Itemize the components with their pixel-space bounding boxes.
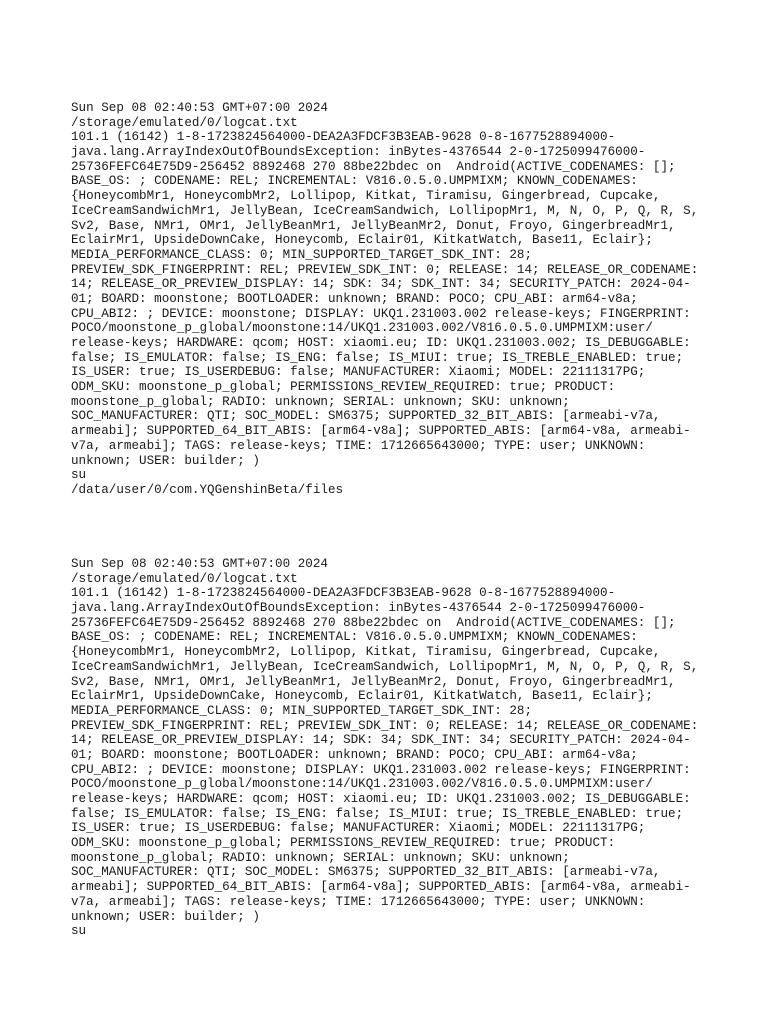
log-line: moonstone_p_global; RADIO: unknown; SERIAL: unknown; SKU: unknown; — [71, 850, 570, 865]
log-line: unknown; USER: builder; ) — [71, 909, 260, 924]
log-line: false; IS_EMULATOR: false; IS_ENG: false; IS_MIUI: true; IS_TREBLE_ENABLED: true; — [71, 350, 684, 365]
log-line: release-keys; HARDWARE: qcom; HOST: xiaomi.eu; ID: UKQ1.231003.002; IS_DEBUGGABLE: — [71, 336, 691, 350]
log-line: armeabi]; SUPPORTED_64_BIT_ABIS: [arm64-v8a]; SUPPORTED_ABIS: [arm64-v8a, armeabi- — [71, 424, 691, 439]
log-line: IS_USER: true; IS_USERDEBUG: false; MANUFACTURER: Xiaomi; MODEL: 22111317PG; — [71, 365, 646, 380]
log-line: CPU_ABI2: ; DEVICE: moonstone; DISPLAY: UKQ1.231003.002 release-keys; FINGERPRINT: — [71, 306, 691, 321]
log-line: v7a, armeabi]; TAGS: release-keys; TIME: 1712665643000; TYPE: user; UNKNOWN: — [71, 438, 646, 453]
log-line: EclairMr1, UpsideDownCake, Honeycomb, Eclair01, KitkatWatch, Base11, Eclair}; — [71, 233, 653, 248]
log-line: 01; BOARD: moonstone; BOOTLOADER: unknown; BRAND: POCO; CPU_ABI: arm64-v8a; — [71, 291, 638, 306]
log-entry-2 — [71, 557, 731, 939]
log-line: 101.1 (16142) 1-8-1723824564000-DEA2A3FDCF3B3EAB-9628 0-8-1677528894000- — [71, 586, 616, 601]
log-line: ODM_SKU: moonstone_p_global; PERMISSIONS_REVIEW_REQUIRED: true; PRODUCT: — [71, 380, 616, 395]
log-line: Sv2, Base, NMr1, OMr1, JellyBeanMr1, JellyBeanMr2, Donut, Froyo, GingerbreadMr1, — [71, 218, 676, 233]
log-line: 14; RELEASE_OR_PREVIEW_DISPLAY: 14; SDK: 34; SDK_INT: 34; SECURITY_PATCH: 2024-04- — [71, 277, 691, 292]
log-line: armeabi]; SUPPORTED_64_BIT_ABIS: [arm64-v8a]; SUPPORTED_ABIS: [arm64-v8a, armeabi- — [71, 880, 691, 895]
log-line: BASE_OS: ; CODENAME: REL; INCREMENTAL: V816.0.5.0.UMPMIXM; KNOWN_CODENAMES: — [71, 174, 638, 189]
log-line: Sun Sep 08 02:40:53 GMT+07:00 2024 — [71, 101, 328, 115]
log-line: unknown; USER: builder; ) — [71, 453, 260, 468]
log-line: release-keys; HARDWARE: qcom; HOST: xiaomi.eu; ID: UKQ1.231003.002; IS_DEBUGGABLE: — [71, 792, 691, 806]
log-line: 25736FEFC64E75D9-256452 8892468 270 88be22bdec on Android(ACTIVE_CODENAMES: []; — [71, 159, 676, 174]
log-line: EclairMr1, UpsideDownCake, Honeycomb, Eclair01, KitkatWatch, Base11, Eclair}; — [71, 689, 653, 704]
log-line: moonstone_p_global; RADIO: unknown; SERIAL: unknown; SKU: unknown; — [71, 394, 570, 409]
log-line: 25736FEFC64E75D9-256452 8892468 270 88be22bdec on Android(ACTIVE_CODENAMES: []; — [71, 615, 676, 630]
log-line: /storage/emulated/0/logcat.txt — [71, 571, 298, 586]
log-line: IceCreamSandwichMr1, JellyBean, IceCreamSandwich, LollipopMr1, M, N, O, P, Q, R, S, — [71, 659, 699, 674]
log-line: CPU_ABI2: ; DEVICE: moonstone; DISPLAY: UKQ1.231003.002 release-keys; FINGERPRINT: — [71, 762, 691, 777]
log-line: POCO/moonstone_p_global/moonstone:14/UKQ1.231003.002/V816.0.5.0.UMPMIXM:user/ — [71, 321, 653, 336]
log-line: MEDIA_PERFORMANCE_CLASS: 0; MIN_SUPPORTED_TARGET_SDK_INT: 28; — [71, 247, 533, 262]
log-line: Sun Sep 08 02:40:53 GMT+07:00 2024 — [71, 557, 328, 571]
log-line: PREVIEW_SDK_FINGERPRINT: REL; PREVIEW_SDK_INT: 0; RELEASE: 14; RELEASE_OR_CODENAME: — [71, 718, 699, 733]
log-line: /data/user/0/com.YQGenshinBeta/files — [71, 482, 344, 497]
log-line: /storage/emulated/0/logcat.txt — [71, 115, 298, 130]
log-line: POCO/moonstone_p_global/moonstone:14/UKQ1.231003.002/V816.0.5.0.UMPMIXM:user/ — [71, 777, 653, 792]
log-line: su — [71, 468, 87, 483]
log-line: {HoneycombMr1, HoneycombMr2, Lollipop, Kitkat, Tiramisu, Gingerbread, Cupcake, — [71, 645, 661, 660]
log-line: SOC_MANUFACTURER: QTI; SOC_MODEL: SM6375; SUPPORTED_32_BIT_ABIS: [armeabi-v7a, — [71, 865, 661, 880]
log-line: v7a, armeabi]; TAGS: release-keys; TIME: 1712665643000; TYPE: user; UNKNOWN: — [71, 894, 646, 909]
log-line: su — [71, 924, 87, 939]
log-line: IS_USER: true; IS_USERDEBUG: false; MANUFACTURER: Xiaomi; MODEL: 22111317PG; — [71, 821, 646, 836]
log-line: ODM_SKU: moonstone_p_global; PERMISSIONS_REVIEW_REQUIRED: true; PRODUCT: — [71, 836, 616, 851]
log-line: SOC_MANUFACTURER: QTI; SOC_MODEL: SM6375; SUPPORTED_32_BIT_ABIS: [armeabi-v7a, — [71, 409, 661, 424]
log-line: IceCreamSandwichMr1, JellyBean, IceCreamSandwich, LollipopMr1, M, N, O, P, Q, R, S, — [71, 203, 699, 218]
log-line: 101.1 (16142) 1-8-1723824564000-DEA2A3FDCF3B3EAB-9628 0-8-1677528894000- — [71, 130, 616, 145]
log-line: false; IS_EMULATOR: false; IS_ENG: false; IS_MIUI: true; IS_TREBLE_ENABLED: true; — [71, 806, 684, 821]
log-line: Sv2, Base, NMr1, OMr1, JellyBeanMr1, JellyBeanMr2, Donut, Froyo, GingerbreadMr1, — [71, 674, 676, 689]
log-line: 01; BOARD: moonstone; BOOTLOADER: unknown; BRAND: POCO; CPU_ABI: arm64-v8a; — [71, 747, 638, 762]
log-line: PREVIEW_SDK_FINGERPRINT: REL; PREVIEW_SDK_INT: 0; RELEASE: 14; RELEASE_OR_CODENAME: — [71, 262, 699, 277]
log-line: 14; RELEASE_OR_PREVIEW_DISPLAY: 14; SDK: 34; SDK_INT: 34; SECURITY_PATCH: 2024-04- — [71, 733, 691, 748]
log-line: {HoneycombMr1, HoneycombMr2, Lollipop, Kitkat, Tiramisu, Gingerbread, Cupcake, — [71, 189, 661, 204]
log-line: MEDIA_PERFORMANCE_CLASS: 0; MIN_SUPPORTED_TARGET_SDK_INT: 28; — [71, 703, 533, 718]
log-line: java.lang.ArrayIndexOutOfBoundsException: inBytes-4376544 2-0-1725099476000- — [71, 145, 646, 160]
log-line: BASE_OS: ; CODENAME: REL; INCREMENTAL: V816.0.5.0.UMPMIXM; KNOWN_CODENAMES: — [71, 630, 638, 645]
log-line: java.lang.ArrayIndexOutOfBoundsException: inBytes-4376544 2-0-1725099476000- — [71, 601, 646, 616]
log-entry-1 — [71, 101, 731, 498]
